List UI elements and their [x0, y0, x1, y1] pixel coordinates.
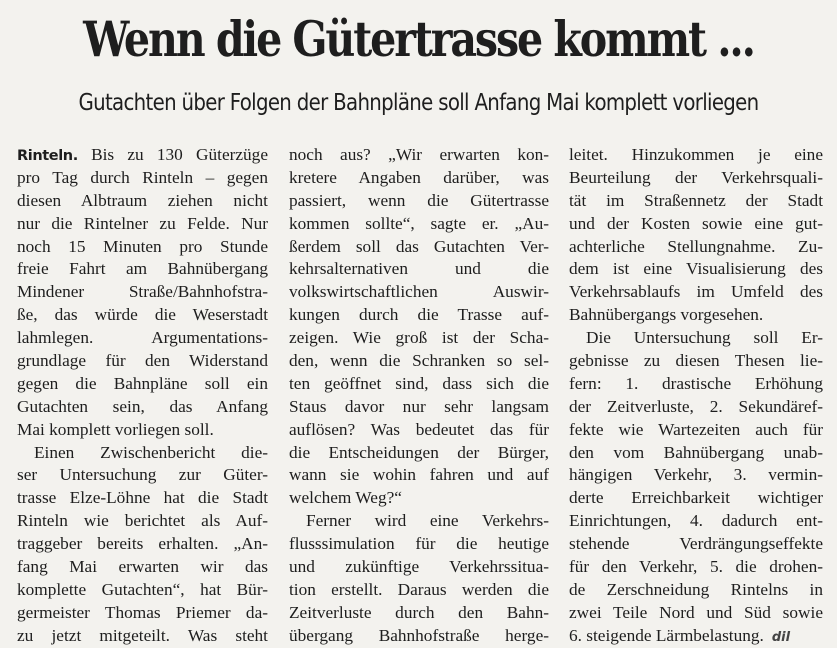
- text-line: hängigen Verkehr, 3. vermin-: [569, 465, 823, 485]
- author-initials: dil: [771, 629, 791, 645]
- text-line: grundlage für den Widerstand: [17, 351, 268, 371]
- text-line: ßerdem soll das Gutachten Ver-: [289, 236, 549, 256]
- text-line: den vom Bahnübergang unab-: [569, 442, 823, 462]
- text-line: Mai komplett vorliegen soll.: [17, 419, 214, 439]
- text-line: noch 15 Minuten pro Stunde: [17, 236, 268, 256]
- text-line: die Entscheidungen der Bürger,: [289, 442, 549, 462]
- text-line: traggeber bereits erhalten. „An-: [17, 534, 268, 554]
- text-line: germeister Thomas Priemer da-: [17, 602, 268, 622]
- text-line: Beurteilung der Verkehrsquali-: [569, 167, 823, 187]
- text-line: dem ist eine Visualisierung des: [569, 259, 823, 279]
- text-line: Einrichtungen, 4. dadurch ent-: [569, 511, 823, 531]
- text-line: diesen Albtraum ziehen nicht: [17, 190, 268, 210]
- text-line: passiert, wenn die Gütertrasse: [289, 190, 549, 210]
- text-line: Rinteln. Bis zu 130 Güterzüge: [17, 145, 268, 164]
- text-line: pro Tag durch Rinteln – gegen: [17, 167, 268, 187]
- text-line: Ferner wird eine Verkehrs-: [306, 511, 549, 531]
- text-column-3: [569, 144, 823, 648]
- text-line: Gutachten sein, das Anfang: [17, 396, 268, 416]
- text-line: Verkehrsablaufs im Umfeld des: [569, 282, 823, 302]
- dateline: Rinteln.: [17, 148, 78, 164]
- text-line: freie Fahrt am Bahnübergang: [17, 259, 268, 279]
- text-line: stehende Verdrängungseffekte: [569, 534, 823, 554]
- text-column-1: [17, 144, 268, 648]
- text-line: Die Untersuchung soll Er-: [586, 328, 823, 348]
- text-line: der Zeitverluste, 2. Sekundäref-: [569, 396, 823, 416]
- text-line: für den Verkehr, 5. die drohen-: [569, 557, 823, 577]
- text-line: zwei Teile Nord und Süd sowie: [569, 602, 823, 622]
- text-line: tät im Straßennetz der Stadt: [569, 190, 823, 210]
- text-line: ße, das würde die Weserstadt: [17, 305, 268, 325]
- article-subheadline: Gutachten über Folgen der Bahnpläne soll Anfang Mai komplett vorliegen: [78, 90, 759, 116]
- text-line: kehrsalternativen und die: [289, 259, 549, 279]
- text-line: ten geöffnet sind, dass sich die: [289, 373, 549, 393]
- text-line: lahmlegen. Argumentations-: [17, 328, 268, 348]
- text-line: nur die Rintelner zu Felde. Nur: [17, 213, 268, 233]
- text-line: kungen durch die Trasse auf-: [289, 305, 549, 325]
- text-line: und der Kosten sowie eine gut-: [569, 213, 823, 233]
- text-line: kretere Angaben darüber, was: [289, 167, 549, 187]
- text-line: Rinteln wie berichtet als Auf-: [17, 511, 268, 531]
- text-line: Zeitverluste durch den Bahn-: [289, 602, 549, 622]
- article-headline: Wenn die Gütertrasse kommt ...: [83, 10, 754, 68]
- text-line: flusssimulation für die heutige: [289, 534, 549, 554]
- text-line: 6. steigende Lärmbelastung. dil: [569, 625, 791, 645]
- text-line: zeigen. Wie groß ist der Scha-: [289, 328, 549, 348]
- text-line: und zukünftige Verkehrssitua-: [289, 557, 549, 577]
- text-line: welchem Weg?“: [289, 488, 402, 508]
- text-line: Staus davor nur sehr langsam: [289, 396, 549, 416]
- text-line: Bahnübergangs vorgesehen.: [569, 305, 764, 325]
- text-line: derte Erreichbarkeit wichtiger: [569, 488, 823, 508]
- text-column-2: [289, 144, 549, 648]
- text-line: Einen Zwischenbericht die-: [34, 442, 268, 462]
- text-line: volkswirtschaftlichen Auswir-: [289, 282, 549, 302]
- text-line: auflösen? Was bedeutet das für: [289, 419, 549, 439]
- text-line: zu jetzt mitgeteilt. Was steht: [17, 625, 268, 645]
- text-line: gegen die Bahnpläne soll ein: [17, 373, 268, 393]
- text-line: übergang Bahnhofstraße herge-: [289, 625, 549, 645]
- text-line: fang Mai erwarten wir das: [17, 557, 268, 577]
- text-line: achterliche Stellungnahme. Zu-: [569, 236, 823, 256]
- text-line: tion erstellt. Daraus werden die: [289, 579, 549, 599]
- text-line: fern: 1. drastische Erhöhung: [569, 373, 823, 393]
- text-line: leitet. Hinzukommen je eine: [569, 145, 823, 164]
- text-line: kommen sollte“, sagte er. „Au-: [289, 213, 549, 233]
- text-line: ser Untersuchung zur Güter-: [17, 465, 268, 485]
- text-line: noch aus? „Wir erwarten kon-: [289, 145, 549, 164]
- text-line: wann sie wohin fahren und auf: [289, 465, 549, 485]
- text-line: den, wenn die Schranken so sel-: [289, 351, 549, 371]
- text-line: Mindener Straße/Bahnhofstra-: [17, 282, 268, 302]
- text-line: komplette Gutachten“, hat Bür-: [17, 579, 268, 599]
- text-line: trasse Elze-Löhne hat die Stadt: [17, 488, 268, 508]
- text-line: fekte wie Wartezeiten auch für: [569, 419, 823, 439]
- text-line: gebnisse zu diesen Thesen lie-: [569, 351, 823, 371]
- text-line: de Zerschneidung Rintelns in: [569, 579, 823, 599]
